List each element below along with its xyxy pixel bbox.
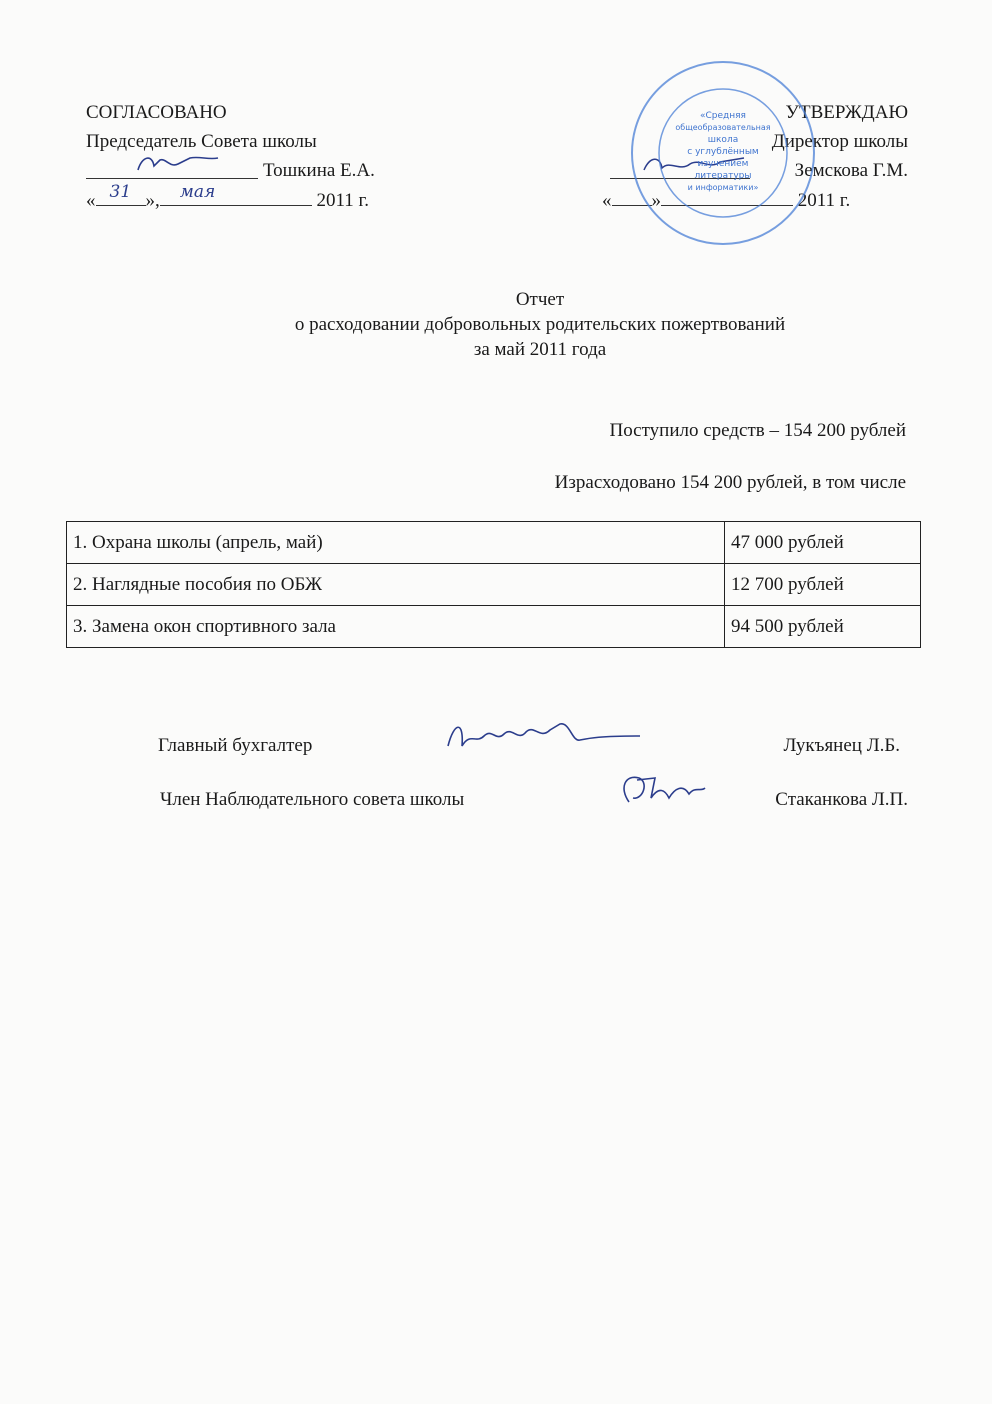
signer-role: Главный бухгалтер (158, 735, 313, 756)
table-row (67, 522, 921, 564)
signer-name: Стаканкова Л.П. (775, 789, 908, 810)
stamp-line: «Средняя (700, 111, 746, 121)
date-day-blank (96, 182, 146, 206)
funds-received: Поступило средств – 154 200 рублей (609, 420, 906, 441)
expense-amount: 47 000 рублей (725, 522, 921, 564)
approval-left-name: Тошкина Е.А. (263, 160, 375, 181)
stamp-line: общеобразовательная (675, 123, 771, 132)
stamp-line: изучением (697, 159, 749, 169)
expense-item: 1. Охрана школы (апрель, май) (67, 522, 725, 564)
date-open-quote: « (86, 190, 96, 211)
stamp-line: с углублённым (687, 147, 759, 157)
stamp-line: и информатики» (687, 183, 759, 192)
table-row (67, 606, 921, 648)
approval-left-date (86, 182, 369, 212)
council-member-signature (615, 768, 715, 814)
expense-table (66, 521, 921, 648)
date-day-handwritten: 31 (109, 182, 132, 202)
approval-left-signature (130, 148, 230, 180)
expense-amount: 94 500 рублей (725, 606, 921, 648)
date-open-quote: « (602, 190, 612, 211)
date-year: 2011 г. (316, 190, 369, 211)
stamp-line: литературы (694, 171, 752, 181)
expense-amount: 12 700 рублей (725, 564, 921, 606)
report-subtitle: о расходовании добровольных родительских пожертвований (294, 314, 786, 335)
report-title: Отчет (515, 289, 565, 310)
expense-item: 3. Замена окон спортивного зала (67, 606, 725, 648)
date-month-blank (160, 182, 312, 206)
date-year: 2011 г. (797, 190, 851, 211)
date-month-handwritten: мая (179, 182, 216, 202)
report-period: за май 2011 года (473, 339, 607, 360)
accountant-signature (440, 712, 650, 762)
approval-left-position: Председатель Совета школы (86, 131, 317, 152)
approval-left-heading: СОГЛАСОВАНО (86, 102, 227, 123)
expense-item: 2. Наглядные пособия по ОБЖ (67, 564, 725, 606)
official-stamp (628, 58, 818, 248)
approval-right-position: Директор школы (771, 131, 908, 152)
date-mid-quote: » (651, 190, 661, 211)
approval-right-name: Земскова Г.М. (794, 160, 908, 181)
date-mid-quote: », (145, 190, 160, 211)
signer-role: Член Наблюдательного совета школы (160, 789, 465, 810)
approval-right-heading: УТВЕРЖДАЮ (785, 102, 908, 123)
stamp-line: школа (707, 135, 739, 145)
table-row (67, 564, 921, 606)
funds-spent: Израсходовано 154 200 рублей, в том числе (554, 472, 906, 493)
signer-name: Лукъянец Л.Б. (783, 735, 900, 756)
